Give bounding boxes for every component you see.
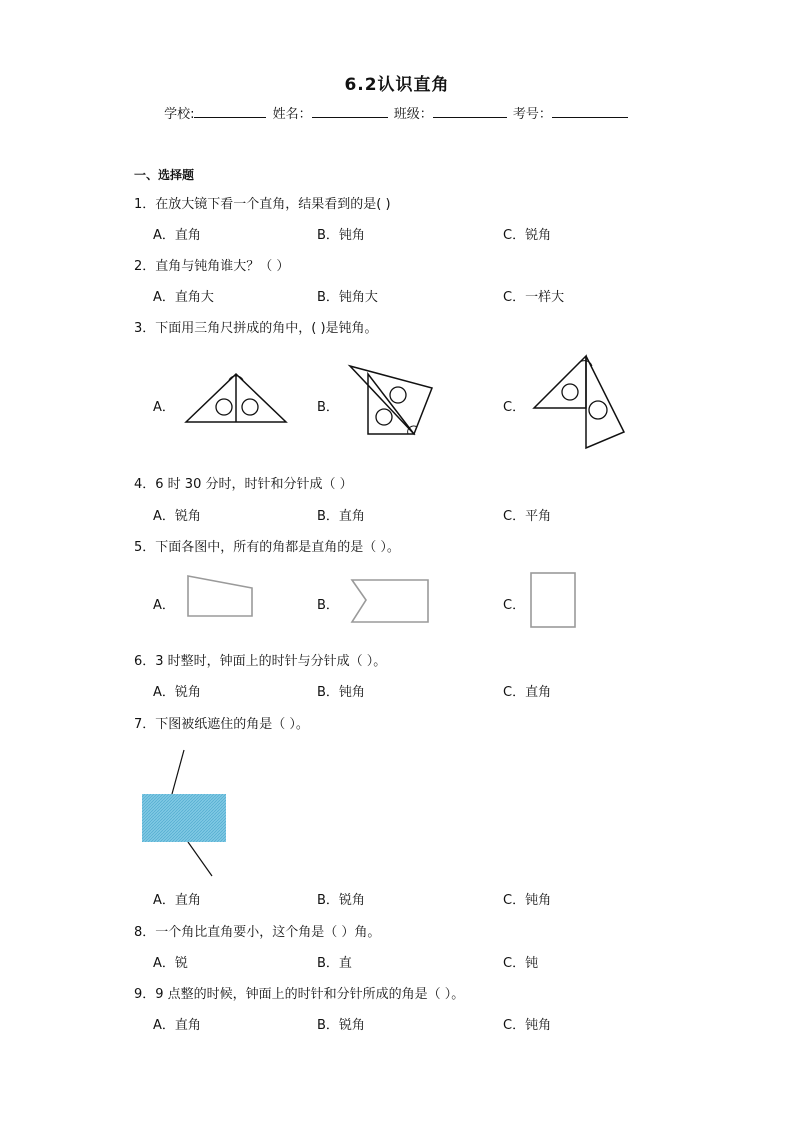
q8-option-b[interactable]: B．直 [317,956,352,971]
exam-number-label: 考号： [512,107,552,122]
q2-option-b[interactable]: B．钝角大 [317,290,378,305]
q1-option-a[interactable]: A．直角 [153,228,201,243]
q3-figure-c-triangles [530,352,628,452]
class-label: 班级： [393,107,433,122]
exam-number-blank[interactable] [552,104,628,118]
q5-figure-b-notched-shape [348,578,432,626]
question-9: 9．9 点整的时候，钟面上的时针和分针所成的角是（ ）。 [134,987,465,1002]
q5-option-a[interactable]: A． [153,598,175,613]
school-label: 学校: [164,107,195,122]
q1-option-b[interactable]: B．钝角 [317,228,365,243]
q3-figure-a-triangles [180,370,292,426]
q8-option-c[interactable]: C．钝 [503,956,539,971]
question-2: 2．直角与钝角谁大？（ ） [134,259,290,274]
q5-option-b[interactable]: B． [317,598,339,613]
q3-option-b[interactable]: B． [317,400,339,415]
student-info-line [0,103,794,122]
school-blank[interactable] [194,104,266,118]
q5-option-c[interactable]: C． [503,598,526,613]
q7-figure-covered-angle [136,746,232,880]
q9-option-b[interactable]: B．锐角 [317,1018,365,1033]
question-4: 4．6 时 30 分时，时针和分针成（ ） [134,477,353,492]
q4-option-c[interactable]: C．平角 [503,509,552,524]
question-1: 1．在放大镜下看一个直角，结果看到的是( ) [134,197,391,212]
name-blank[interactable] [312,104,388,118]
name-label: 姓名： [272,107,312,122]
q6-option-b[interactable]: B．钝角 [317,685,365,700]
question-8: 8．一个角比直角要小，这个角是（ ）角。 [134,925,381,940]
q2-option-c[interactable]: C．一样大 [503,290,565,305]
question-7: 7．下图被纸遮住的角是（ ）。 [134,717,309,732]
question-5: 5．下面各图中，所有的角都是直角的是（ ）。 [134,540,400,555]
q2-option-a[interactable]: A．直角大 [153,290,214,305]
q6-option-c[interactable]: C．直角 [503,685,552,700]
q7-option-c[interactable]: C．钝角 [503,893,552,908]
q7-option-b[interactable]: B．锐角 [317,893,365,908]
q5-figure-c-rectangle [527,570,579,630]
q1-option-c[interactable]: C．锐角 [503,228,552,243]
q4-option-b[interactable]: B．直角 [317,509,365,524]
q6-option-a[interactable]: A．锐角 [153,685,201,700]
section-heading: 一、选择题 [134,168,195,182]
q9-option-a[interactable]: A．直角 [153,1018,201,1033]
q9-option-c[interactable]: C．钝角 [503,1018,552,1033]
q3-option-c[interactable]: C． [503,400,526,415]
page-title: 6.2认识直角 [344,75,450,95]
q8-option-a[interactable]: A．锐 [153,956,188,971]
q3-option-a[interactable]: A． [153,400,175,415]
question-3: 3．下面用三角尺拼成的角中，( )是钝角。 [134,321,378,336]
q7-option-a[interactable]: A．直角 [153,893,201,908]
class-blank[interactable] [433,104,507,118]
q4-option-a[interactable]: A．锐角 [153,509,201,524]
q3-figure-b-triangles [346,362,438,438]
question-6: 6．3 时整时，钟面上的时针与分针成（ ）。 [134,654,387,669]
q5-figure-a-trapezoid [182,574,258,620]
